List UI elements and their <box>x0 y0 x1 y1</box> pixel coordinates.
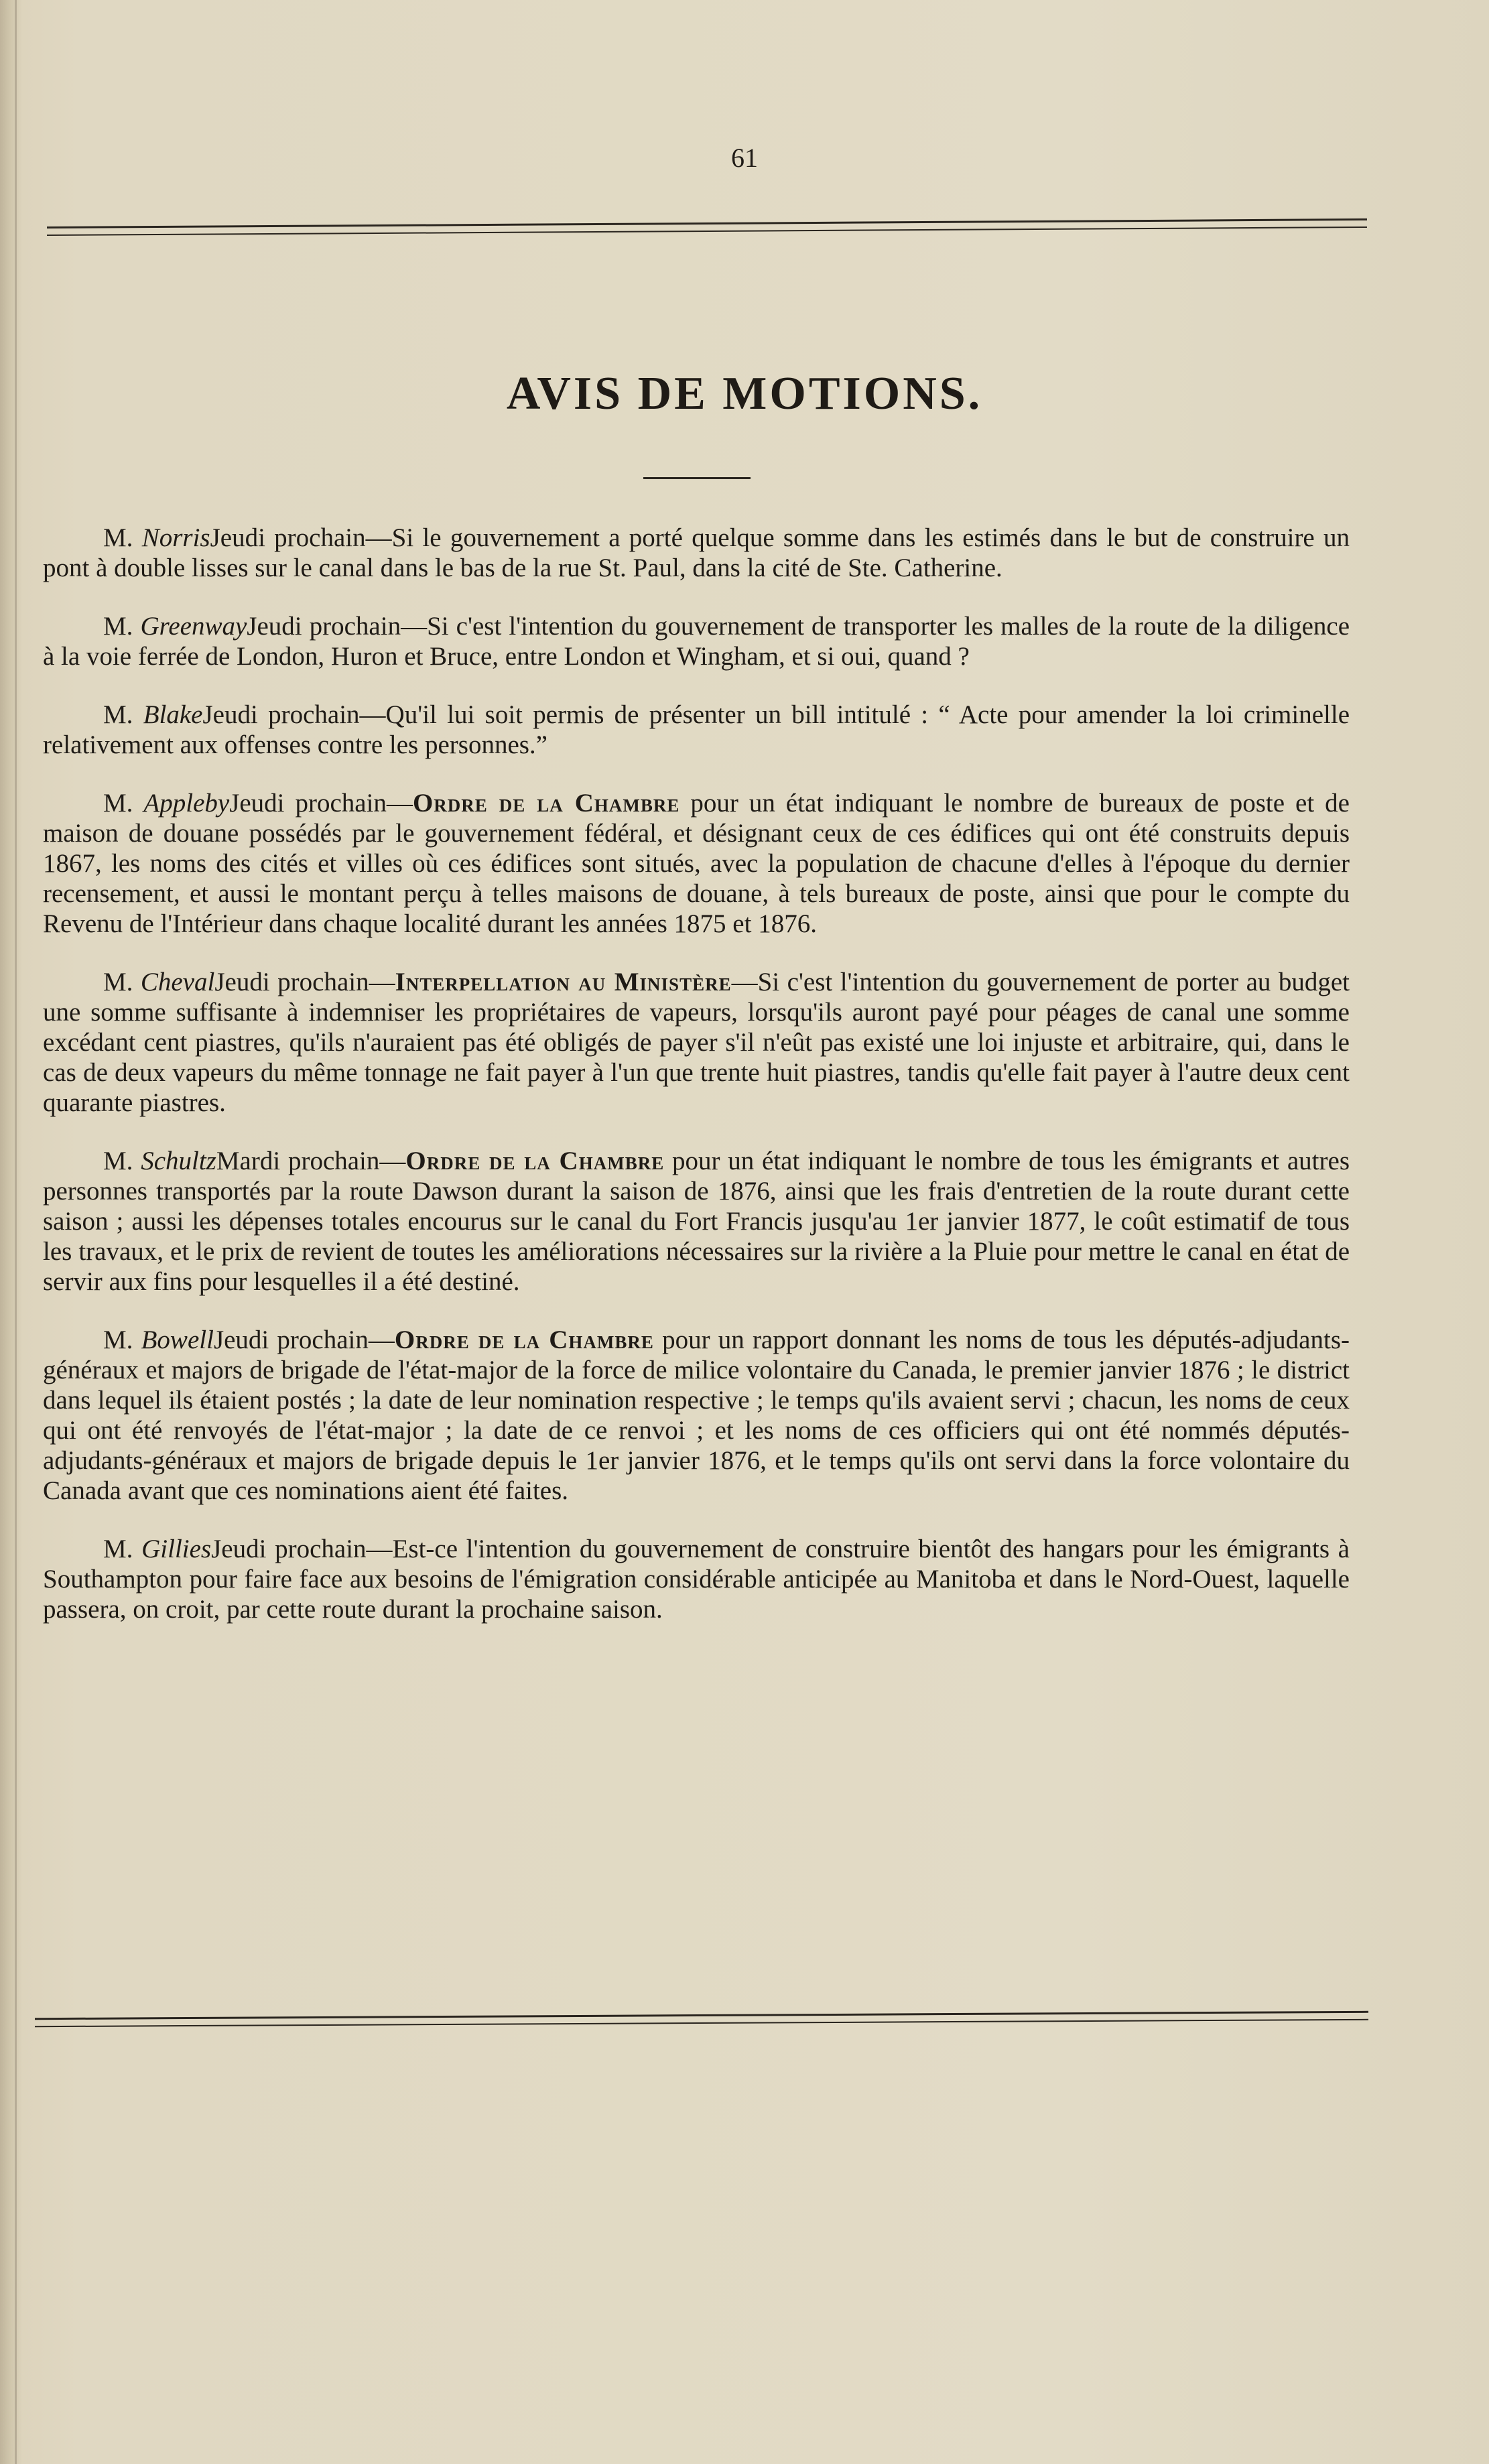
motion-member: Greenway <box>140 612 247 641</box>
motion-text: pour un état indiquant le nombre de bureaux de poste et de maison de douane possédés par le gouvernement fédéral, et désignant ceux de ces édifices qui ont été construits depuis 1867, les noms des cités et villes où ces édifices sont situés, avec la population de chacune d'elles à l'époque du dernier recensement, et aussi le montant perçu à telles maisons de douane, à tels bureaux de poste, ainsi que pour le compte du Revenu de l'Intérieur dans chaque localité durant les années 1875 et 1876. <box>43 789 1350 938</box>
motion-day: Jeudi prochain— <box>213 1325 395 1354</box>
motion-keyword: Ordre de la Chambre <box>394 1325 654 1354</box>
motion-day: Jeudi prochain— <box>211 1535 393 1563</box>
motion-member: Appleby <box>143 789 230 818</box>
page-title: AVIS DE MOTIONS. <box>506 368 983 419</box>
motion-keyword: Ordre de la Chambre <box>412 789 680 818</box>
motion-day: Jeudi prochain— <box>229 789 413 818</box>
header-rule-bottom <box>47 226 1367 236</box>
motion-day: Jeudi prochain— <box>247 612 428 641</box>
motion-text: pour un rapport donnant les noms de tous les députés-adjudants-généraux et majors de brigade de l'état-major de la force de milice volontaire du Canada, le premier janvier 1876 ; le district dans lequel ils étaient postés ; la date de leur nomination respective ; le temps qu'ils avaient servi ; chacun, les noms de ceux qui ont été renvoyés de l'état-major ; la date de ce renvoi ; et les noms de ces officiers qui ont été nommés députés-adjudants-généraux et majors de brigade depuis le 1er janvier 1876, et le temps qu'ils ont servi dans la force volontaire du Canada avant que ces nominations aient été faites. <box>43 1325 1350 1505</box>
footer-rule-bottom <box>35 2019 1368 2027</box>
motion-day: Jeudi prochain— <box>210 523 392 552</box>
motion-item: M. BlakeJeudi prochain—Qu'il lui soit permis de présenter un bill intitulé : “ Acte pour amender la loi criminelle relativement aux offenses contre les personnes.” <box>43 700 1350 759</box>
motion-member: Bowell <box>141 1325 214 1354</box>
motion-item: M. GreenwayJeudi prochain—Si c'est l'intention du gouvernement de transporter les malles de la route de la diligence à la voie ferrée de London, Huron et Bruce, entre London et Wingham, et si oui, quand ? <box>43 612 1350 671</box>
motion-text: Si le gouvernement a porté quelque somme dans les estimés dans le but de construire un pont à double lisses sur le canal dans le bas de la rue St. Paul, dans la cité de Ste. Catherine. <box>43 523 1350 582</box>
motion-item: M. ChevalJeudi prochain—Interpellation au Ministère—Si c'est l'intention du gouvernement de porter au budget une somme suffisante à indemniser les propriétaires de vapeurs, lorsqu'ils auront payé pour péages de canal une somme excédant cent piastres, qu'ils n'auraient pas été obligés de payer s'il n'eût pas existé une loi injuste et arbitraire, qui, dans le cas de deux vapeurs du même tonnage ne fait payer à l'un que trente huit piastres, tandis qu'elle fait payer à l'autre deux cent quarante piastres. <box>43 968 1350 1117</box>
motion-member: Gillies <box>141 1535 212 1563</box>
header-rule-top <box>47 218 1367 229</box>
motion-keyword: Ordre de la Chambre <box>405 1147 665 1175</box>
motion-text: —Si c'est l'intention du gouvernement de porter au budget une somme suffisante à indemniser les propriétaires de vapeurs, lorsqu'ils auront payé pour péages de canal une somme excédant cent piastres, qu'ils n'auraient pas été obligés de payer s'il n'eût pas existé une loi injuste et arbitraire, qui, dans le cas de deux vapeurs du même tonnage ne fait payer à l'un que trente huit piastres, tandis qu'elle fait payer à l'autre deux cent quarante piastres. <box>43 968 1350 1117</box>
motion-item: M. SchultzMardi prochain—Ordre de la Chambre pour un état indiquant le nombre de tous les émigrants et autres personnes transportés par la route Dawson durant la saison de 1876, ainsi que les frais d'entretien de la route durant cette saison ; aussi les dépenses totales encourus sur le canal du Fort Francis jusqu'au 1er janvier 1877, le coût estimatif de tous les travaux, et le prix de revient de toutes les améliorations nécessaires sur la rivière a la Pluie pour mettre le canal en état de servir aux fins pour lesquelles il a été destiné. <box>43 1147 1350 1296</box>
motion-item: M. BowellJeudi prochain—Ordre de la Chambre pour un rapport donnant les noms de tous les députés-adjudants-généraux et majors de brigade de l'état-major de la force de milice volontaire du Canada, le premier janvier 1876 ; le district dans lequel ils étaient postés ; la date de leur nomination respective ; le temps qu'ils avaient servi ; chacun, les noms de ceux qui ont été renvoyés de l'état-major ; la date de ce renvoi ; et les noms de ces officiers qui ont été nommés députés-adjudants-généraux et majors de brigade depuis le 1er janvier 1876, et le temps qu'ils ont servi dans la force volontaire du Canada avant que ces nominations aient été faites. <box>43 1325 1350 1505</box>
page-number: 61 <box>731 143 758 173</box>
motion-member: Norris <box>141 523 210 552</box>
motion-day: Jeudi prochain— <box>214 968 395 996</box>
motion-text: pour un état indiquant le nombre de tous les émigrants et autres personnes transportés par la route Dawson durant la saison de 1876, ainsi que les frais d'entretien de la route durant cette saison ; aussi les dépenses totales encourus sur le canal du Fort Francis jusqu'au 1er janvier 1877, le coût estimatif de tous les travaux, et le prix de revient de toutes les améliorations nécessaires sur la rivière a la Pluie pour mettre le canal en état de servir aux fins pour lesquelles il a été destiné. <box>43 1147 1350 1296</box>
motion-item: M. ApplebyJeudi prochain—Ordre de la Chambre pour un état indiquant le nombre de bureaux de poste et de maison de douane possédés par le gouvernement fédéral, et désignant ceux de ces édifices qui ont été construits depuis 1867, les noms des cités et villes où ces édifices sont situés, avec la population de chacune d'elles à l'époque du dernier recensement, et aussi le montant perçu à telles maisons de douane, à tels bureaux de poste, ainsi que pour le compte du Revenu de l'Intérieur dans chaque localité durant les années 1875 et 1876. <box>43 789 1350 938</box>
motion-member: Cheval <box>140 968 215 996</box>
footer-rule-top <box>35 2011 1368 2020</box>
motion-keyword: Interpellation au Ministère <box>395 968 732 996</box>
motion-text: Est-ce l'intention du gouvernement de construire bientôt des hangars pour les émigrants à Southampton pour faire face aux besoins de l'émigration considérable anticipée au Manitoba et dans le Nord-Ouest, laquelle passera, on croit, par cette route durant la prochaine saison. <box>43 1535 1350 1624</box>
motion-member: Schultz <box>141 1147 216 1175</box>
motions-list <box>43 523 1350 1652</box>
motion-item: M. GilliesJeudi prochain—Est-ce l'intention du gouvernement de construire bientôt des hangars pour les émigrants à Southampton pour faire face aux besoins de l'émigration considérable anticipée au Manitoba et dans le Nord-Ouest, laquelle passera, on croit, par cette route durant la prochaine saison. <box>43 1535 1350 1624</box>
motion-day: Mardi prochain— <box>216 1147 406 1175</box>
motion-member: Blake <box>143 700 203 729</box>
motion-text: Si c'est l'intention du gouvernement de transporter les malles de la route de la diligence à la voie ferrée de London, Huron et Bruce, entre London et Wingham, et si oui, quand ? <box>43 612 1350 671</box>
motion-day: Jeudi prochain— <box>202 700 386 729</box>
title-rule <box>643 477 751 479</box>
motion-item: M. NorrisJeudi prochain—Si le gouvernement a porté quelque somme dans les estimés dans le but de construire un pont à double lisses sur le canal dans le bas de la rue St. Paul, dans la cité de Ste. Catherine. <box>43 523 1350 582</box>
motion-text: Qu'il lui soit permis de présenter un bill intitulé : “ Acte pour amender la loi criminelle relativement aux offenses contre les personnes.” <box>43 700 1350 759</box>
